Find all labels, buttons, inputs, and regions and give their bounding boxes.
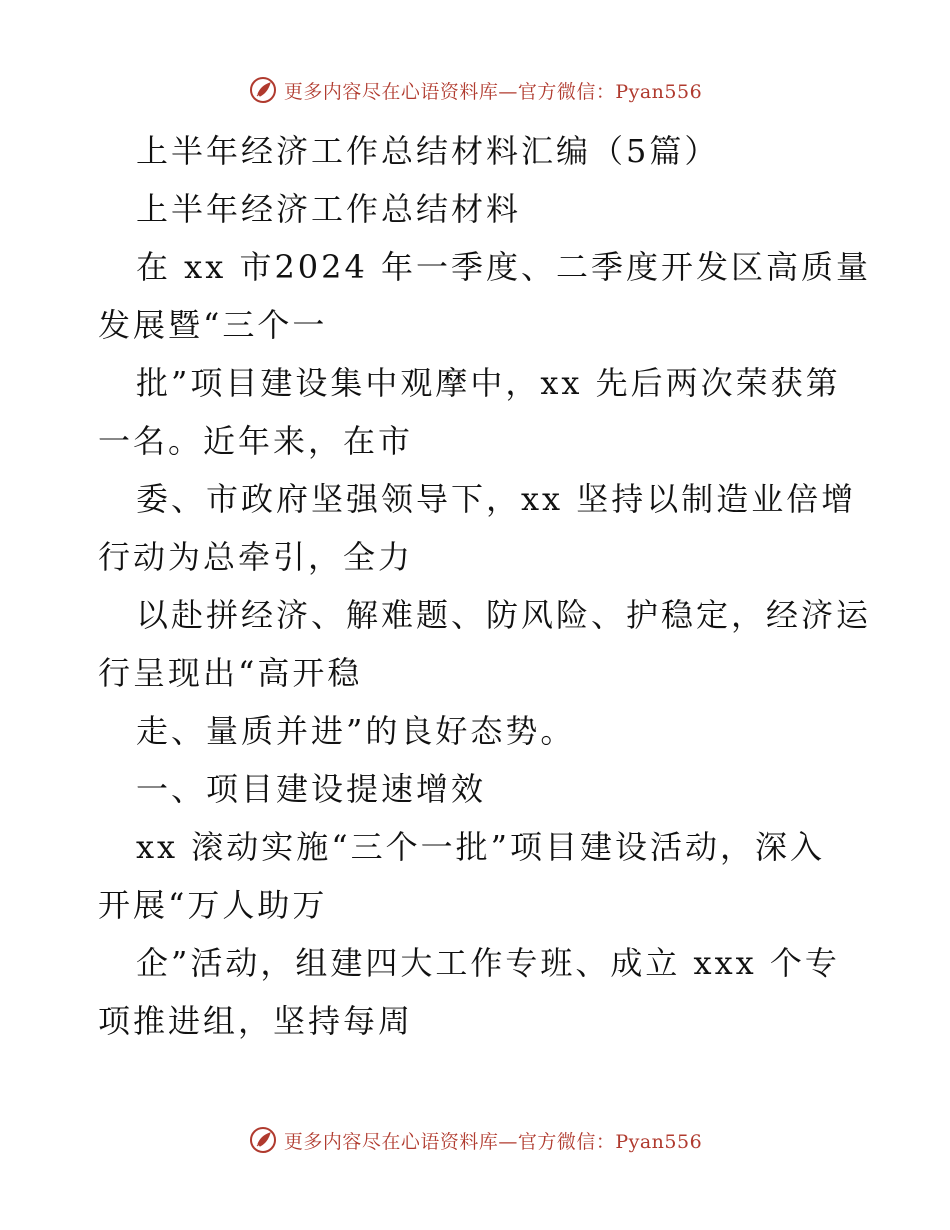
header-watermark-text: 更多内容尽在心语资料库—官方微信：Pyan556 xyxy=(283,80,703,103)
document-line: 企”活动，组建四大工作专班、成立 xxx 个专 xyxy=(136,944,840,982)
document-line: 上半年经济工作总结材料汇编（5篇） xyxy=(136,132,720,170)
document-line: 开展“万人助万 xyxy=(98,886,328,924)
feather-pen-logo-icon xyxy=(248,75,278,105)
document-line: 以赴拼经济、解难题、防风险、护稳定，经济运 xyxy=(136,596,872,634)
document-body xyxy=(98,122,872,1050)
document-line: 在 xx 市2024 年一季度、二季度开发区高质量 xyxy=(136,248,872,286)
document-line: 一名。近年来，在市 xyxy=(98,422,414,460)
document-line: 委、市政府坚强领导下，xx 坚持以制造业倍增 xyxy=(136,480,857,518)
document-line: 发展暨“三个一 xyxy=(98,306,328,344)
document-line: xx 滚动实施“三个一批”项目建设活动，深入 xyxy=(136,828,825,866)
document-line: 行动为总牵引，全力 xyxy=(98,538,414,576)
header-watermark xyxy=(0,70,950,110)
document-line: 项推进组，坚持每周 xyxy=(98,1002,414,1040)
document-line: 行呈现出“高开稳 xyxy=(98,654,363,692)
footer-watermark-text: 更多内容尽在心语资料库—官方微信：Pyan556 xyxy=(283,1130,703,1153)
footer-watermark xyxy=(0,1120,950,1160)
document-line: 批”项目建设集中观摩中，xx 先后两次荣获第 xyxy=(136,364,841,402)
document-line: 一、项目建设提速增效 xyxy=(136,770,487,808)
document-line: 上半年经济工作总结材料 xyxy=(136,190,522,228)
feather-pen-logo-icon xyxy=(248,1125,278,1155)
document-line: 走、量质并进”的良好态势。 xyxy=(136,712,576,750)
